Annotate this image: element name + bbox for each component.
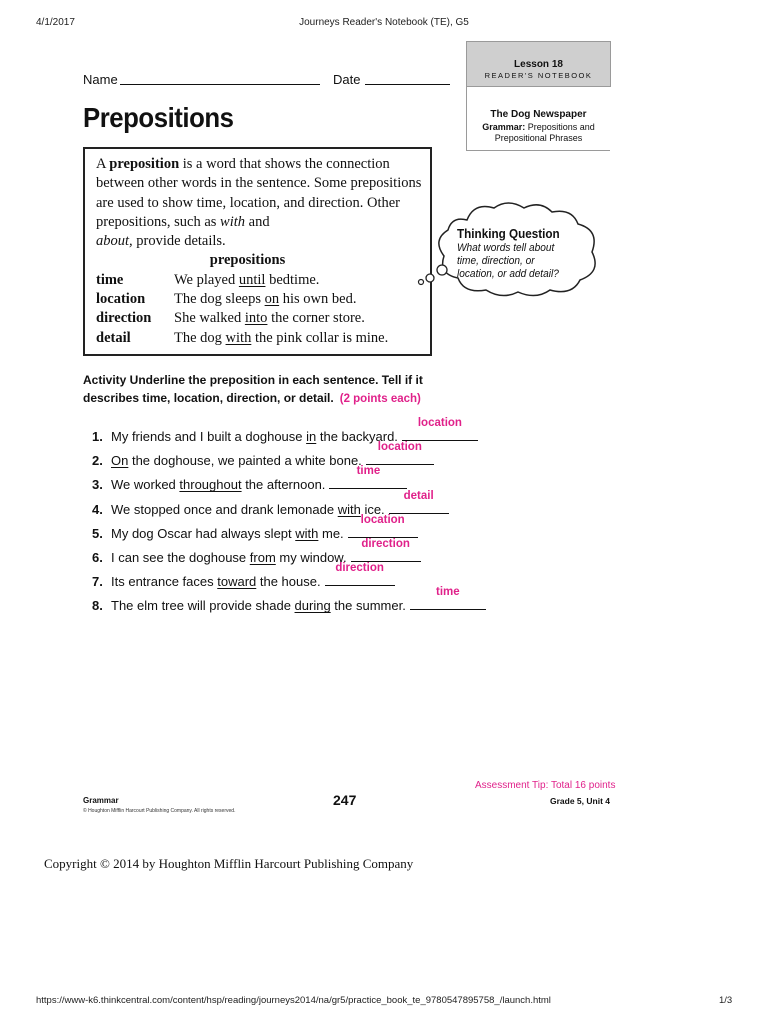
- rule-intro-a: A: [96, 156, 106, 172]
- example-sentence: [174, 329, 388, 348]
- answer-field[interactable]: [366, 441, 434, 465]
- question-preposition: with: [295, 525, 319, 541]
- question-preposition: throughout: [179, 477, 242, 493]
- question-post: the backyard.: [316, 429, 398, 444]
- question-number: 6.: [92, 550, 103, 565]
- example-sentence: [174, 271, 319, 290]
- question-preposition: in: [306, 429, 317, 444]
- example-pre: The dog: [174, 329, 226, 346]
- question-pre: My friends and I built a doghouse: [111, 429, 307, 444]
- example-pre: We played: [174, 271, 239, 288]
- question-preposition: with: [337, 501, 361, 517]
- example-row: [96, 329, 430, 348]
- question-post: me.: [318, 525, 344, 541]
- question-post: ice.: [360, 501, 385, 517]
- question-number: 2.: [92, 453, 103, 469]
- assessment-tip: Assessment Tip: Total 16 points: [475, 780, 616, 791]
- print-url: https://www-k6.thinkcentral.com/content/hsp/reading/journeys2014/na/gr5/practice_book_te_9780547895758_/launch.html: [36, 995, 551, 1006]
- question-preposition: toward: [217, 574, 257, 590]
- answer-field[interactable]: [389, 489, 449, 514]
- example-preposition: until: [238, 271, 266, 288]
- answer-text: location: [417, 417, 462, 429]
- activity-line-2: describes time, location, direction, or detail.: [83, 391, 334, 405]
- question-row: [92, 586, 486, 614]
- page-number: 247: [333, 792, 357, 808]
- answer-text: time: [356, 465, 381, 478]
- answer-text: location: [377, 441, 422, 454]
- question-number: 1.: [92, 429, 103, 444]
- example-sentence: [174, 309, 365, 328]
- footer-copyright: © Houghton Mifflin Harcourt Publishing Company. All rights reserved.: [83, 808, 236, 814]
- lesson-box: [466, 41, 611, 87]
- rule-term: preposition: [109, 156, 180, 172]
- name-label: Name: [83, 72, 118, 87]
- example-sentence: [174, 290, 356, 309]
- question-row: [92, 465, 407, 493]
- question-post: the afternoon.: [241, 477, 326, 493]
- answer-text: location: [360, 513, 405, 526]
- question-post: my window.: [275, 550, 347, 565]
- example-preposition: on: [264, 291, 280, 308]
- copyright: Copyright © 2014 by Houghton Mifflin Harcourt Publishing Company: [44, 856, 414, 871]
- answer-field[interactable]: [402, 417, 478, 441]
- thinking-line-2: time, direction, or: [457, 255, 535, 267]
- question-post: the doghouse, we painted a white bone.: [128, 453, 362, 469]
- example-row: [96, 271, 430, 290]
- thinking-body: [457, 242, 577, 281]
- examples-list: [85, 271, 430, 348]
- example-key: time: [96, 271, 124, 288]
- rule-and: and: [248, 213, 270, 230]
- question-pre: We worked: [111, 477, 180, 493]
- question-number: 7.: [92, 574, 103, 590]
- question-pre: I can see the doghouse: [111, 550, 250, 565]
- question-number: 8.: [92, 598, 103, 614]
- question-pre: Its entrance faces: [111, 574, 218, 590]
- answer-field[interactable]: [410, 586, 486, 610]
- answer-field[interactable]: [329, 465, 407, 489]
- date-label: Date: [333, 72, 361, 87]
- example-preposition: with: [225, 329, 252, 346]
- page-title: Prepositions: [83, 102, 234, 133]
- answer-field[interactable]: [325, 562, 395, 586]
- example-pre: The dog sleeps: [174, 291, 265, 308]
- question-number: 5.: [92, 525, 103, 541]
- example-row: [96, 290, 430, 309]
- rule-definition: [96, 155, 426, 251]
- example-row: [96, 309, 430, 328]
- question-post: the house.: [256, 574, 321, 590]
- activity-line-1: Activity Underline the preposition in each sentence. Tell if it: [83, 373, 423, 387]
- question-row: [92, 562, 395, 590]
- question-preposition: from: [249, 550, 276, 565]
- footer-grade: Grade 5, Unit 4: [550, 796, 610, 806]
- story-title: The Dog Newspaper: [490, 109, 587, 120]
- example-pre: She walked: [174, 310, 245, 327]
- question-post: the summer.: [330, 598, 406, 614]
- date-field[interactable]: [365, 84, 450, 85]
- grammar-label: Grammar:: [482, 122, 526, 132]
- answer-field[interactable]: [351, 538, 421, 562]
- lesson-subtitle: READER'S NOTEBOOK: [484, 71, 593, 80]
- example-post: the corner store.: [267, 310, 365, 327]
- example-key: location: [96, 291, 146, 308]
- rule-intro-b: is a word that shows the connection between other words in the sentence. Some prepositions are used to show time, location, and direction. Other prepositions, such as: [96, 156, 422, 230]
- rule-box: [83, 147, 432, 356]
- grammar-topic-2: Prepositional Phrases: [494, 133, 583, 143]
- thinking-line-3: location, or add detail?: [457, 268, 559, 280]
- name-field[interactable]: [120, 84, 320, 85]
- print-page-count: 1/3: [719, 995, 733, 1006]
- lesson-number: Lesson 18: [514, 59, 563, 70]
- answer-text: direction: [335, 562, 384, 575]
- print-date: 4/1/2017: [36, 17, 75, 28]
- footer-section: Grammar: [83, 796, 119, 805]
- example-key: detail: [96, 329, 131, 346]
- answer-field[interactable]: [348, 513, 418, 538]
- question-pre: The elm tree will provide shade: [111, 598, 295, 614]
- prepositions-heading: prepositions: [209, 252, 286, 269]
- activity-points: (2 points each): [339, 393, 421, 405]
- example-post: his own bed.: [279, 291, 357, 308]
- story-box: [466, 86, 610, 151]
- activity-instructions: [83, 371, 503, 408]
- example-preposition: into: [244, 310, 268, 327]
- thinking-line-1: What words tell about: [457, 242, 555, 254]
- example-post: the pink collar is mine.: [251, 329, 389, 346]
- story-grammar: [467, 122, 610, 144]
- question-preposition: during: [294, 598, 331, 614]
- question-pre: We stopped once and drank lemonade: [111, 501, 338, 517]
- question-number: 3.: [92, 477, 103, 493]
- grammar-topic: Prepositions and: [527, 122, 595, 132]
- answer-text: direction: [361, 538, 410, 550]
- thinking-title: Thinking Question: [457, 226, 560, 241]
- print-title: Journeys Reader's Notebook (TE), G5: [299, 17, 469, 28]
- question-pre: My dog Oscar had always slept: [111, 525, 296, 541]
- example-post: bedtime.: [265, 271, 320, 288]
- example-key: direction: [96, 310, 152, 327]
- rule-intro-c: provide details.: [136, 233, 226, 250]
- question-number: 4.: [92, 501, 103, 517]
- rule-about: about,: [96, 233, 133, 250]
- rule-with: with: [220, 213, 246, 230]
- answer-text: time: [435, 586, 460, 599]
- question-preposition: On: [111, 453, 129, 469]
- answer-text: detail: [403, 489, 434, 502]
